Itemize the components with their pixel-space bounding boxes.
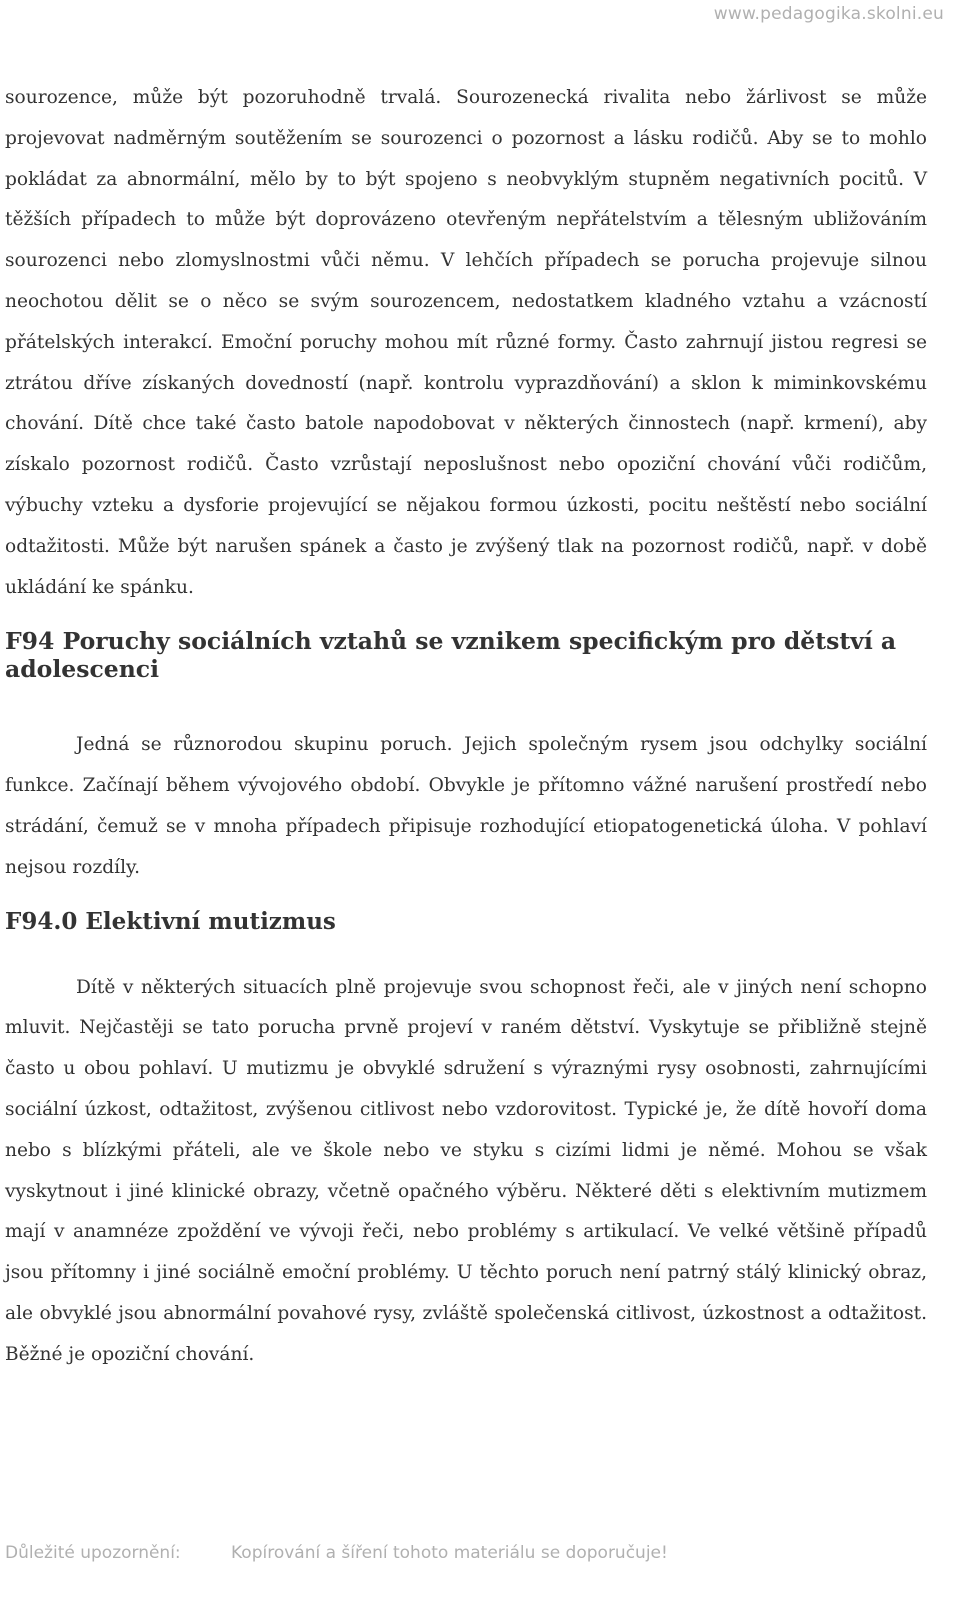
page-footer — [5, 1543, 668, 1563]
paragraph-f940: Dítě v některých situacích plně projevuje svou schopnost řeči, ale v jiných není schopno mluvit. Nejčastěji se tato porucha prvně projeví v raném dětství. Vyskytuje se přibližně stejně často u obou pohlaví. U mutizmu je obvyklé sdružení s výraznými rysy osobnosti, zahrnujícími sociální úzkost, odtažitost, zvýšenou citlivost nebo vzdorovitost. Typické je, že dítě hovoří doma nebo s blízkými přáteli, ale ve škole nebo ve styku s cizími lidmi je němé. Mohou se však vyskytnout i jiné klinické obrazy, včetně opačného výběru. Některé děti s elektivním mutizmem mají v anamnéze zpoždění ve vývoji řeči, nebo problémy s artikulací. Ve velké většině případů jsou přítomny i jiné sociálně emoční problémy. U těchto poruch není patrný stálý klinický obraz, ale obvyklé jsou abnormální povahové rysy, zvláště společenská citlivost, úzkostnost a odtažitost. Běžné je opoziční chování. — [5, 976, 927, 1365]
paragraph-f94: Jedná se různorodou skupinu poruch. Jejich společným rysem jsou odchylky sociální funkce. Začínají během vývojového období. Obvykle je přítomno vážné narušení prostředí nebo strádání, čemuž se v mnoha případech připisuje rozhodující etiopatogenetická úloha. V pohlaví nejsou rozdíly. — [5, 734, 927, 878]
paragraph-sibling-rivalry: sourozence, může být pozoruhodně trvalá. Sourozenecká rivalita nebo žárlivost se může projevovat nadměrným soutěžením se sourozenci o pozornost a lásku rodičů. Aby se to mohlo pokládat za abnormální, mělo by to být spojeno s neobvyklým stupněm negativních pocitů. V těžších případech to může být doprovázeno otevřeným nepřátelstvím a tělesným ubližováním sourozenci nebo zlomyslnostmi vůči němu. V lehčích případech se porucha projevuje silnou neochotou dělit se o něco se svým sourozencem, nedostatkem kladného vztahu a vzácností přátelských interakcí. Emoční poruchy mohou mít různé formy. Často zahrnují jistou regresi se ztrátou dříve získaných dovedností (např. kontrolu vyprazdňování) a sklon k miminkovskému chování. Dítě chce také často batole napodobovat v některých činnostech (např. krmení), aby získalo pozornost rodičů. Často vzrůstají neposlušnost nebo opoziční chování vůči rodičům, výbuchy vzteku a dysforie projevující se nějakou formou úzkosti, pocitu neštěstí nebo sociální odtažitosti. Může být narušen spánek a často je zvýšený tlak na pozornost rodičů, např. v době ukládání ke spánku. — [5, 87, 927, 598]
footer-notice: Kopírování a šíření tohoto materiálu se doporučuje! — [231, 1543, 668, 1563]
document-body — [5, 78, 927, 1376]
spacer — [5, 936, 927, 968]
section-heading-f94: F94 Poruchy sociálních vztahů se vznikem specifickým pro dětství a adolescenci — [5, 627, 897, 684]
site-url: www.pedagogika.skolni.eu — [713, 4, 944, 24]
section-heading-f940: F94.0 Elektivní mutizmus — [5, 907, 336, 935]
footer-label: Důležité upozornění: — [5, 1543, 181, 1563]
spacer — [5, 683, 927, 725]
